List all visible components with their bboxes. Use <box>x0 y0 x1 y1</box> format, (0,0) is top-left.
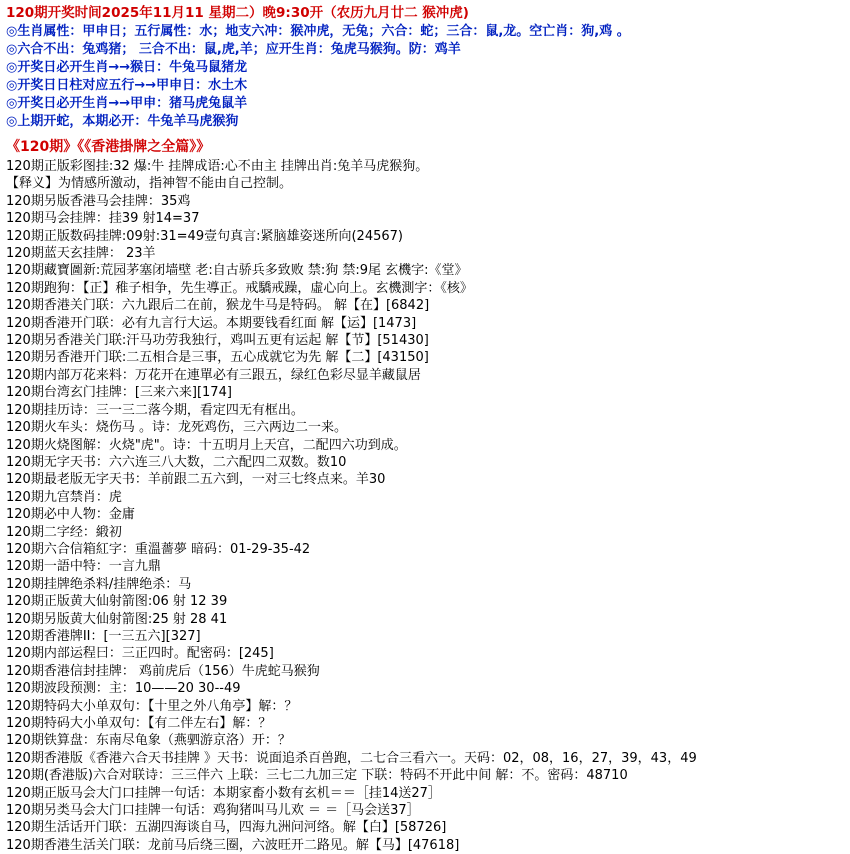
content-line: 120期最老版无字天书：羊前跟二五六到，一对三七终点来。羊30 <box>6 472 386 488</box>
attribute-line: ◎生肖属性：甲申日；五行属性：水；地支六冲：猴冲虎，无兔；六合：蛇；三合：鼠,龙。空亡肖：狗,鸡 。 <box>6 24 630 39</box>
content-line: 120期特码大小单双句：【有二伴左右】解：？ <box>6 716 272 731</box>
content-line: 120期挂牌绝杀料/挂牌绝杀：马 <box>6 576 192 592</box>
page-title: 120期开奖时间2025年11月11 星期二）晚9:30开（农历九月廿二 猴冲虎) <box>6 5 469 21</box>
content-line: 120期九宫禁肖：虎 <box>6 489 122 505</box>
content-line: 120期必中人物：金庸 <box>6 507 135 523</box>
attributes-block <box>6 23 850 131</box>
content-line: 120期蓝天玄挂牌： 23羊 <box>6 246 156 262</box>
content-line: 120期另版黄大仙射箭图:25 射 28 41 <box>6 611 228 627</box>
content-line: 120期无字天书：六六连三八大数，二六配四二双数。数10 <box>6 454 347 470</box>
content-line: 120期内部万花来料：万花开在連單必有三跟五，绿红色彩尽显羊藏鼠居 <box>6 367 421 383</box>
content-line: 120期正版马会大门口挂牌一句话：本期家畜小数有玄机＝＝［挂14送27］ <box>6 785 441 801</box>
attribute-line: ◎开奖日日柱对应五行→→甲申日：水土木 <box>6 78 248 93</box>
content-line: 【释义】为情感所激动，指神智不能由自己控制。 <box>6 176 293 192</box>
content-line: 120期火车头：烧伤马 。诗：龙死鸡伤，三六两边二一来。 <box>6 420 347 436</box>
content-line: 120期香港版《香港六合天书挂牌 》天书：说面追杀百兽跑，二七合三看六一。天码：02，08，16，27，39，43，49 <box>6 750 697 766</box>
content-line: 120期藏寶圖新:荒园茅塞闭墙壁 老:自古骄兵多致败 禁:狗 禁:9尾 玄機字:《堂》 <box>6 263 468 279</box>
content-line: 120期香港关门联：六九跟后二在前，猴龙牛马是特码。 解【在】[6842] <box>6 298 430 314</box>
content-line: 120期正版彩图挂:32 爆:牛 挂牌成语:心不由主 挂牌出肖:兔羊马虎猴狗。 <box>6 159 429 174</box>
attribute-line: ◎上期开蛇，本期必开：牛兔羊马虎猴狗 <box>6 114 239 129</box>
content-line: 120期一語中特：一言九鼎 <box>6 559 161 575</box>
content-line: 120期香港牌ⅠⅠ：[一三五六][327] <box>6 628 201 644</box>
attribute-line: ◎开奖日必开生肖→→猴日：牛兔马鼠猪龙 <box>6 60 248 75</box>
attribute-line: ◎开奖日必开生肖→→甲申：猪马虎兔鼠羊 <box>6 96 248 111</box>
content-line: 120期生活话开门联：五湖四海谈自马，四海九洲问河络。解【白】[58726] <box>6 820 447 836</box>
spacer <box>6 131 850 134</box>
content-line: 120期另香港开门联:二五相合是三事，五心成就它为先 解【二】[43150] <box>6 350 429 366</box>
content-line: 120期另类马会大门口挂牌一句话：鸡狗猪叫马儿欢 ＝ ＝［马会送37］ <box>6 803 420 819</box>
content-line: 120期跑狗：【正】稚子相争，先生導正。戒驕戒躁，虛心向上。玄機測字：《核》 <box>6 280 473 296</box>
content-line: 120期马会挂牌：挂39 射14=37 <box>6 211 200 227</box>
content-line: 120期二字经：緞初 <box>6 524 122 540</box>
content-line: 120期六合信箱紅字：重溫薔夢 暗码：01-29-35-42 <box>6 541 311 557</box>
content-line: 120期台湾玄门挂牌：[三来六来][174] <box>6 385 232 401</box>
content-line: 120期香港信封挂牌： 鸡前虎后（156）牛虎蛇马猴狗 <box>6 663 320 679</box>
content-line: 120期火烧图解：火烧"虎"。诗：十五明月上天宫，二配四六功到成。 <box>6 437 407 453</box>
content-block <box>6 158 850 854</box>
content-line: 120期特码大小单双句：【十里之外八角亭】解：？ <box>6 698 298 714</box>
attribute-line: ◎六合不出：兔鸡猪； 三合不出：鼠,虎,羊；应开生肖：兔虎马猴狗。防：鸡羊 <box>6 42 461 57</box>
content-line: 120期挂历诗：三一三二落今期，看定四无有框出。 <box>6 402 304 418</box>
section-title: 《120期》《《香港掛牌之全篇》》 <box>6 139 211 155</box>
content-line: 120期另版香港马会挂牌：35鸡 <box>6 193 191 209</box>
content-line: 120期正版数码挂牌:09射:31=49壹句真言:紧脑雄姿迷所向(24567) <box>6 228 403 244</box>
content-line: 120期铁算盘：东南尽龟象（燕驷游京洛）开：？ <box>6 733 291 749</box>
content-line: 120期波段预测：主：10——20 30--49 <box>6 681 241 697</box>
content-line: 120期(香港版)六合对联诗：三三伴六 上联：三七二九加三定 下联：特码不开此中间 解：不。密码：48710 <box>6 768 628 784</box>
content-line: 120期另香港关门联:汗马功劳我独行，鸡叫五更有运起 解【节】[51430] <box>6 333 429 349</box>
content-line: 120期香港开门联：必有九言行大运。本期要钱看红面 解【运】[1473] <box>6 315 417 331</box>
content-line: 120期正版黄大仙射箭图:06 射 12 39 <box>6 594 228 610</box>
content-line: 120期内部运程曰：三正四时。配密码：[245] <box>6 646 274 662</box>
content-line: 120期香港生活关门联：龙前马后绕三圈，六波旺开二路见。解【马】[47618] <box>6 837 460 853</box>
